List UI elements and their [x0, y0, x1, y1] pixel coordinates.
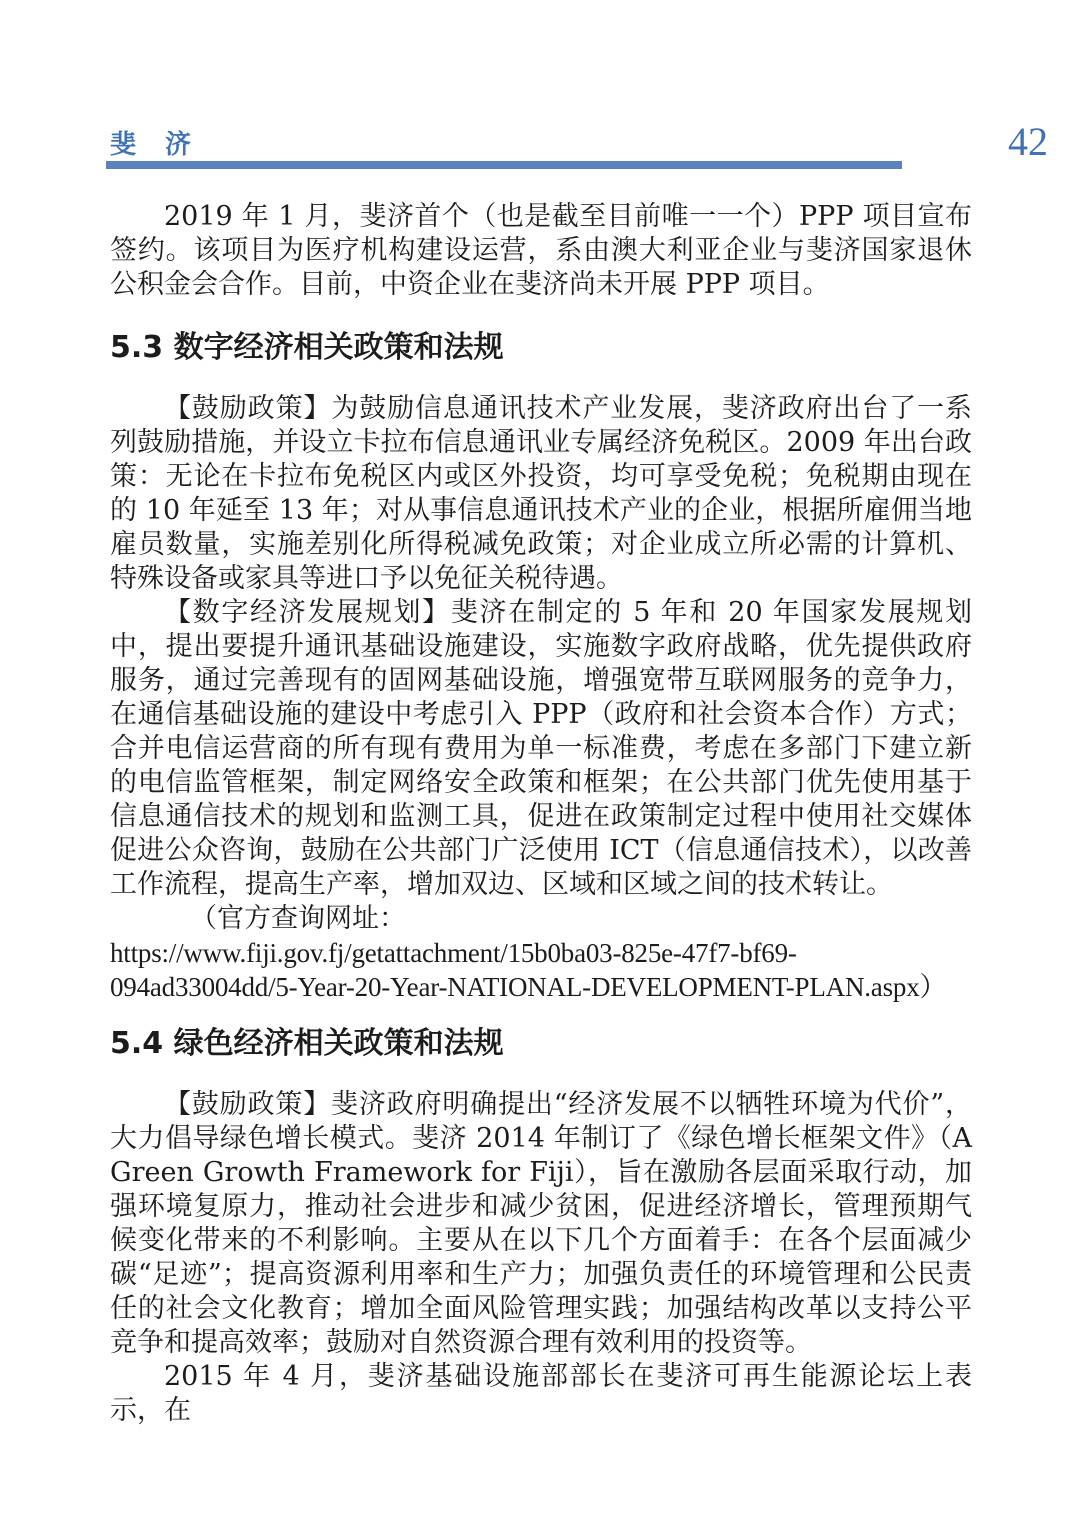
paragraph-digital-plan: 【数字经济发展规划】斐济在制定的 5 年和 20 年国家发展规划中，提出要提升通讯基础设施建设，实施数字政府战略，优先提供政府服务，通过完善现有的固网基础设施，增强宽带互联网服务的竞争力，在通信基础设施的建设中考虑引入 PPP（政府和社会资本合作）方式；合并电信运营商的所有现有费用为单一标准费，考虑在多部门下建立新的电信监管框架，制定网络安全政策和框架；在公共部门优先使用基于信息通信技术的规划和监测工具，促进在政策制定过程中使用社交媒体促进公众咨询，鼓励在公共部门广泛使用 ICT（信息通信技术），以改善工作流程，提高生产率，增加双边、区域和区域之间的技术转让。	[110, 597, 972, 900]
paragraph-green-policy: 【鼓励政策】斐济政府明确提出“经济发展不以牺牲环境为代价”，大力倡导绿色增长模式。斐济 2014 年制订了《绿色增长框架文件》（A Green Growth Framework for Fiji），旨在激励各层面采取行动，加强环境复原力，推动社会进步和减少贫困，促进经济增长，管理预期气候变化带来的不利影响。主要从在以下几个方面着手：在各个层面减少碳“足迹”；提高资源利用率和生产力；加强负责任的环境管理和公民责任的社会文化教育；增加全面风险管理实践；加强结构改革以支持公平竞争和提高效率；鼓励对自然资源合理有效利用的投资等。	[110, 1089, 972, 1358]
page-content	[110, 200, 972, 1428]
reference-label: （官方查询网址：	[190, 903, 406, 934]
section-heading-5-4: 5.4 绿色经济相关政策和法规	[110, 1026, 504, 1061]
paragraph-ppp: 2019 年 1 月，斐济首个（也是截至目前唯一一个）PPP 项目宣布签约。该项目为医疗机构建设运营，系由澳大利亚企业与斐济国家退休公积金会合作。目前，中资企业在斐济尚未开展 PPP 项目。	[110, 201, 972, 300]
paragraph-renewable-forum: 2015 年 4 月，斐济基础设施部部长在斐济可再生能源论坛上表示，在	[110, 1361, 972, 1426]
paragraph-incentive-policy: 【鼓励政策】为鼓励信息通讯技术产业发展，斐济政府出台了一系列鼓励措施，并设立卡拉布信息通讯业专属经济免税区。2009 年出台政策：无论在卡拉布免税区内或区外投资，均可享受免税；免税期由现在的 10 年延至 13 年；对从事信息通讯技术产业的企业，根据所雇佣当地雇员数量，实施差别化所得税减免政策；对企业成立所必需的计算机、特殊设备或家具等进口予以免征关税待遇。	[110, 393, 972, 594]
header-divider	[106, 161, 902, 169]
page-number: 42	[1008, 119, 1048, 164]
reference-url: https://www.fiji.gov.fj/getattachment/15b0ba03-825e-47f7-bf69-094ad33004dd/5-Year-20-Year-NATIONAL-DEVELOPMENT-PLAN.aspx）	[110, 938, 947, 1002]
section-heading-5-3: 5.3 数字经济相关政策和法规	[110, 330, 504, 365]
header-country-label: 斐 济	[110, 130, 202, 160]
